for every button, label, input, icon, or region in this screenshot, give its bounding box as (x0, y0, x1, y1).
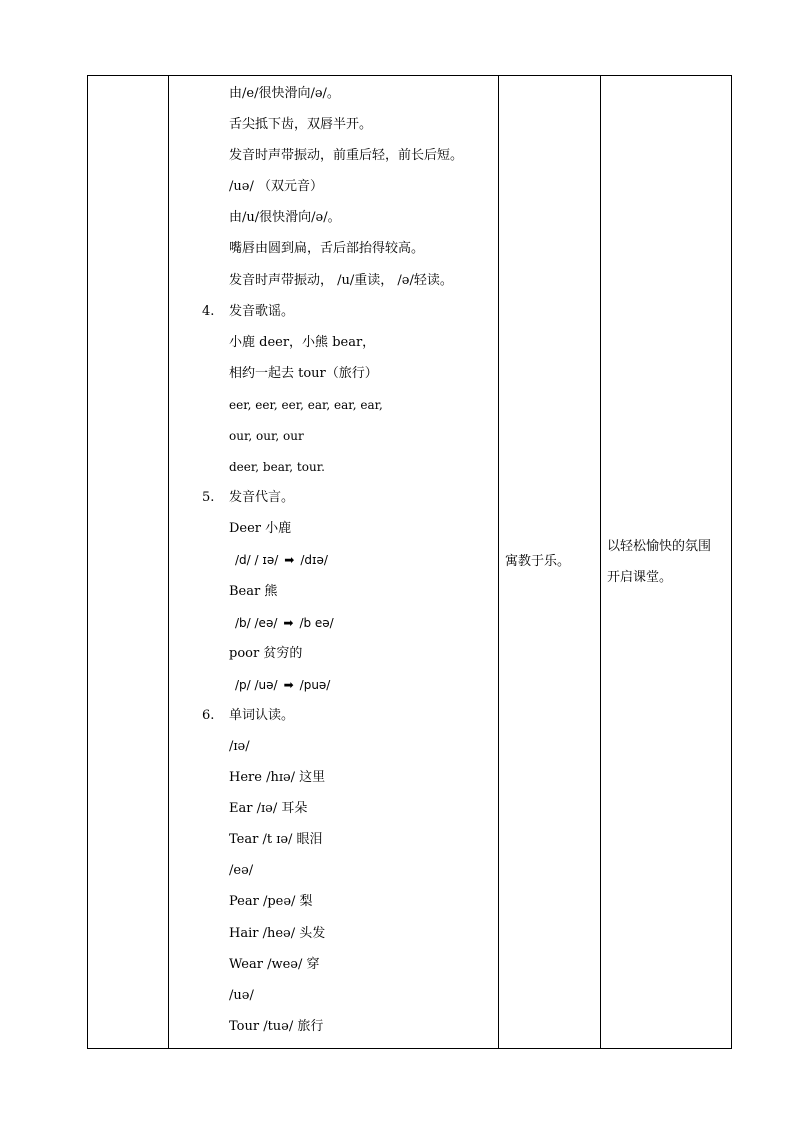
process-line (169, 1017, 498, 1048)
line-text-main: 发音歌谣。 (229, 303, 295, 319)
line-text-main: 嘴唇由圆到扁，舌后部抬得较高。 (229, 241, 425, 257)
process-line (169, 892, 498, 923)
line-text-main: 发音时声带振动，前重后轻，前长后短。 (229, 148, 464, 164)
line-text-main: 单词认读。 (229, 707, 295, 723)
line-text (229, 955, 320, 975)
line-text (229, 115, 372, 135)
process-line (169, 146, 498, 177)
line-text-main: Hair /heə/ 头发 (229, 925, 326, 941)
line-text-main: 由/e/很快滑向/ə/。 (229, 86, 340, 101)
line-text (235, 550, 328, 570)
process-line (169, 799, 498, 830)
line-text-main: /uə/ (229, 987, 254, 1003)
process-line (169, 955, 498, 986)
process-line (169, 208, 498, 239)
line-text-main: /eə/ (229, 863, 254, 879)
lesson-plan-table (87, 75, 732, 1049)
line-text (229, 457, 325, 477)
arrow-right-icon: ➡ (283, 615, 294, 630)
process-line (169, 84, 498, 115)
line-text (229, 737, 250, 757)
table-row (88, 76, 732, 1049)
process-line (169, 364, 498, 395)
line-text (229, 146, 463, 166)
line-text-main: deer, bear, tour. (229, 460, 325, 475)
line-text-main: 由/u/很快滑向/ə/。 (229, 210, 341, 226)
line-text-main: 舌尖抵下齿，双唇半开。 (229, 117, 373, 133)
line-text-main: our, our, our (229, 429, 304, 444)
process-line (169, 986, 498, 1017)
process-line (169, 861, 498, 892)
line-text (229, 208, 341, 228)
line-text (229, 924, 325, 944)
line-text (229, 799, 307, 819)
process-line (169, 177, 498, 208)
line-text-main: Bear 熊 (229, 583, 278, 599)
line-text (229, 488, 294, 508)
line-text-main: Here /hɪə/ 这里 (229, 770, 326, 786)
process-line (169, 333, 498, 364)
line-text-main: /p/ /uə/ (235, 677, 278, 692)
line-text (229, 861, 253, 881)
line-text (229, 302, 294, 322)
item-number: 6. (202, 707, 215, 723)
line-text-main: /uə/ （双元音） (229, 179, 323, 195)
process-line (169, 830, 498, 861)
numbered-item (169, 706, 498, 737)
process-line (169, 115, 498, 146)
process-line (175, 550, 328, 581)
process-line (169, 582, 498, 613)
line-text-main: Tear /t ɪə/ 眼泪 (229, 832, 323, 848)
process-line (169, 457, 498, 488)
process-line (169, 737, 498, 768)
line-text (229, 426, 304, 446)
arrow-right-icon: ➡ (283, 677, 294, 692)
design-intent-text: 寓教于乐。 (505, 554, 571, 570)
process-line (169, 271, 498, 302)
line-text-main: /ɪə/ (229, 738, 250, 754)
line-text (235, 613, 334, 633)
line-text (229, 177, 323, 197)
process-line (169, 519, 498, 550)
line-text (229, 986, 254, 1006)
line-text-main: 相约一起去 tour（旅行） (229, 365, 378, 381)
line-text (229, 1017, 323, 1037)
line-text (229, 519, 291, 539)
line-text-main: Deer 小鹿 (229, 521, 292, 537)
arrow-target-text: /puə/ (299, 677, 331, 692)
process-line (169, 644, 498, 675)
line-text (229, 830, 323, 850)
arrow-target-text: /dɪə/ (300, 553, 328, 568)
process-line (175, 675, 330, 706)
item-number: 4. (202, 303, 215, 319)
line-text-main: Tour /tuə/ 旅行 (229, 1018, 324, 1034)
process-line (169, 239, 498, 270)
line-text (229, 84, 340, 104)
line-text-main: Wear /weə/ 穿 (229, 956, 320, 972)
line-text-main: eer, eer, eer, ear, ear, ear, (229, 397, 383, 412)
line-text (229, 364, 378, 384)
line-text-main: Pear /peə/ 梨 (229, 894, 313, 910)
teaching-process-cell (169, 76, 499, 1049)
line-text-main: /b/ /eə/ (235, 615, 278, 630)
line-text (229, 644, 302, 664)
line-text (235, 675, 330, 695)
line-text-main: poor 贫穷的 (229, 645, 303, 661)
item-number: 5. (202, 490, 215, 506)
process-line (169, 395, 498, 426)
purpose-cell (601, 76, 732, 1049)
line-text (229, 239, 424, 259)
line-text (229, 706, 294, 726)
line-text-main: Ear /ɪə/ 耳朵 (229, 801, 308, 817)
line-text-main: /d/ / ɪə/ (235, 553, 279, 568)
arrow-right-icon: ➡ (284, 553, 295, 568)
line-text (229, 271, 453, 291)
process-lines (169, 76, 498, 1048)
numbered-item (169, 488, 498, 519)
process-line (169, 768, 498, 799)
line-text-main: 发音代言。 (229, 490, 295, 506)
line-text (229, 333, 375, 353)
process-line (169, 426, 498, 457)
arrow-target-text: /b eə/ (299, 615, 334, 630)
line-text-main: 小鹿 deer，小熊 bear， (229, 334, 376, 350)
process-line (175, 613, 334, 644)
purpose-text: 以轻松愉快的氛围开启课堂。 (607, 538, 712, 585)
design-intent-cell (499, 76, 601, 1049)
line-text (229, 892, 313, 912)
line-text (229, 582, 277, 602)
line-text (229, 768, 325, 788)
line-text (229, 395, 383, 415)
stage-cell (88, 76, 169, 1049)
numbered-item (169, 302, 498, 333)
line-text-main: 发音时声带振动， /u/重读， /ə/轻读。 (229, 272, 453, 288)
process-line (169, 924, 498, 955)
